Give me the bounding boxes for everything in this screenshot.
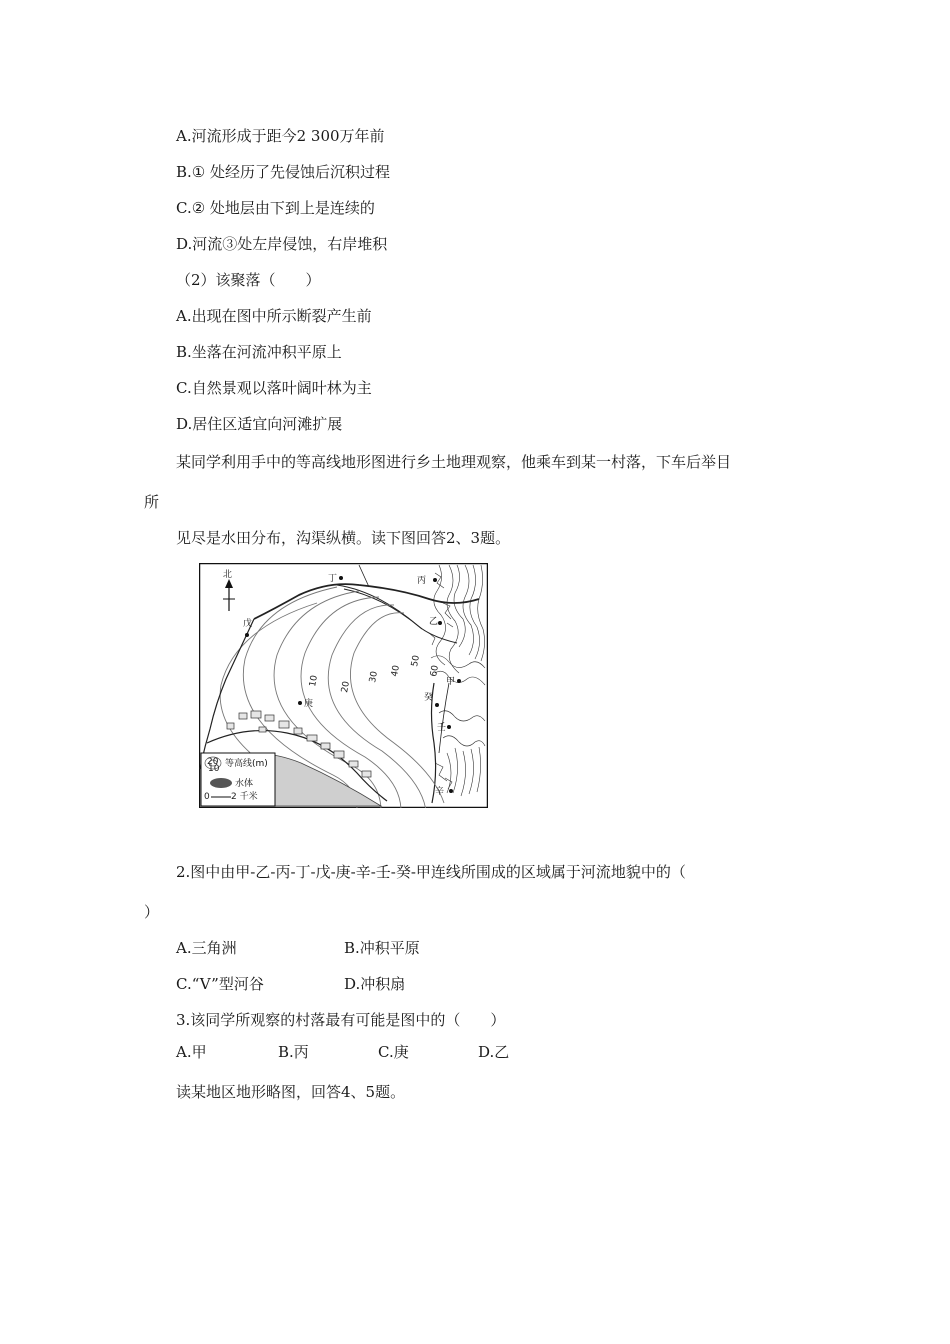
q1-option-b: B.① 处经历了先侵蚀后沉积过程 bbox=[176, 163, 391, 181]
q3-option-a: A.甲 bbox=[176, 1043, 207, 1061]
place-geng: 庚 bbox=[304, 699, 314, 709]
map-legend bbox=[201, 753, 275, 806]
legend-water-label: 水体 bbox=[235, 779, 254, 789]
place-jia: 甲 bbox=[446, 677, 456, 687]
q1-sub2-option-a: A.出现在图中所示断裂产生前 bbox=[176, 307, 372, 325]
q1-option-a: A.河流形成于距今2 300万年前 bbox=[176, 127, 385, 145]
legend-scale-zero: 0 bbox=[204, 792, 210, 802]
place-yi: 乙 bbox=[429, 617, 439, 627]
contour-label-10: 10 bbox=[308, 674, 320, 688]
place-ren: 壬 bbox=[437, 723, 447, 733]
intro-line-2: 所 bbox=[144, 493, 160, 511]
q2-stem-end: ） bbox=[144, 903, 160, 921]
q2-option-c: C.“V”型河谷 bbox=[176, 975, 264, 993]
q1-sub2-option-b: B.坐落在河流冲积平原上 bbox=[176, 343, 342, 361]
north-label: 北 bbox=[223, 570, 233, 580]
q2-option-b: B.冲积平原 bbox=[344, 939, 420, 957]
q2-option-a: A.三角洲 bbox=[176, 939, 237, 957]
contour-label-20: 20 bbox=[340, 680, 352, 694]
legend-scale-label: 2 千米 bbox=[231, 792, 258, 802]
next-intro: 读某地区地形略图，回答4、5题。 bbox=[176, 1083, 406, 1101]
q3-option-c: C.庚 bbox=[378, 1043, 409, 1061]
q1-sub2-option-c: C.自然景观以落叶阔叶林为主 bbox=[176, 379, 372, 397]
legend-contour-20: 20 bbox=[207, 757, 219, 767]
legend-contour-label: 等高线(m) bbox=[225, 759, 268, 769]
q3-option-b: B.丙 bbox=[278, 1043, 309, 1061]
q3-stem: 3.该同学所观察的村落最有可能是图中的（ ） bbox=[176, 1011, 506, 1029]
q2-option-d: D.冲积扇 bbox=[344, 975, 406, 993]
contour-label-40: 40 bbox=[390, 664, 402, 678]
q3-option-d: D.乙 bbox=[478, 1043, 510, 1061]
q2-stem: 2.图中由甲-乙-丙-丁-戊-庚-辛-壬-癸-甲连线所围成的区域属于河流地貌中的（ bbox=[176, 863, 686, 881]
place-xin: 辛 bbox=[435, 787, 445, 797]
q1-sub2-stem: （2）该聚落（ ） bbox=[176, 271, 321, 289]
q1-option-c: C.② 处地层由下到上是连续的 bbox=[176, 199, 375, 217]
intro-line-3: 见尽是水田分布，沟渠纵横。读下图回答2、3题。 bbox=[176, 529, 511, 547]
legend-contour-10: 10 bbox=[208, 764, 220, 774]
q1-option-d: D.河流③处左岸侵蚀，右岸堆积 bbox=[176, 235, 388, 253]
place-gui: 癸 bbox=[424, 693, 434, 703]
contour-label-50: 50 bbox=[410, 654, 422, 668]
place-bing: 丙 bbox=[417, 576, 427, 586]
place-ding: 丁 bbox=[328, 574, 338, 584]
place-wu: 戊 bbox=[243, 619, 253, 629]
contour-map bbox=[199, 563, 488, 808]
q1-sub2-option-d: D.居住区适宜向河滩扩展 bbox=[176, 415, 343, 433]
intro-line-1: 某同学利用手中的等高线地形图进行乡土地理观察，他乘车到某一村落，下车后举目 bbox=[176, 453, 732, 471]
contour-label-30: 30 bbox=[368, 670, 380, 684]
contour-label-60: 60 bbox=[429, 664, 441, 678]
